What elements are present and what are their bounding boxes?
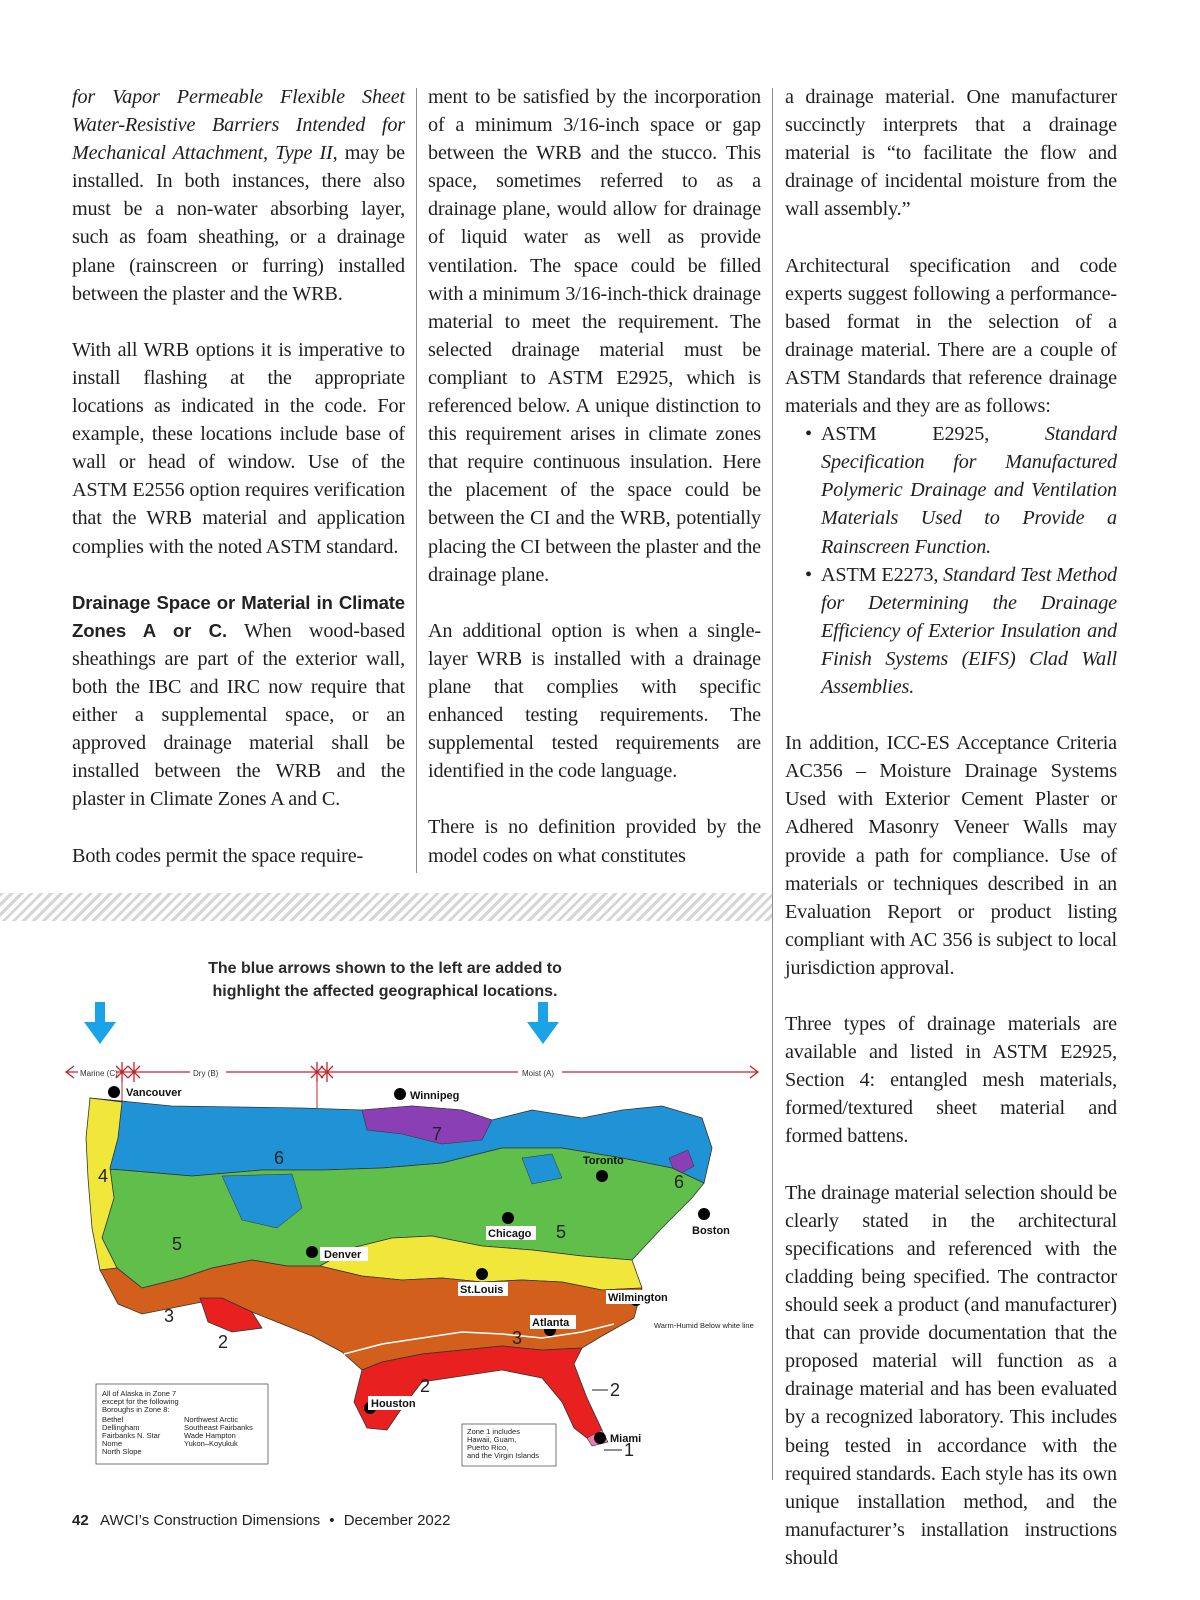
climate-zone-figure	[62, 958, 772, 1478]
legend-line: Wade Hampton	[184, 1431, 236, 1440]
city-label: Denver	[324, 1249, 362, 1261]
legend-line: Southeast Fairbanks	[184, 1423, 253, 1432]
text-column-2	[428, 83, 761, 898]
zone-number: 7	[432, 1124, 443, 1144]
paragraph: Both codes permit the space require-	[72, 844, 364, 867]
standard-title-italic: for Vapor Permeable Flexible Sheet Water-Resistive Barriers Intended for Mechanical Attachment, Type II	[72, 86, 405, 165]
warm-humid-note: Warm-Humid Below white line	[654, 1321, 754, 1330]
paragraph: An additional option is when a single-layer WRB is installed with a drainage plane that complies with specific enhanced testing requirements. The supplemental tested requirements are identified in the code language.	[428, 619, 761, 783]
city-chicago	[502, 1212, 514, 1224]
paragraph: With all WRB options it is imperative to install flashing at the appropriate locations as indicated in the code. For example, these locations include base of wall or head of window. Use of the ASTM E2556 option requires verification that the WRB material and application complies with the noted ASTM standard.	[72, 338, 405, 558]
list-item	[785, 420, 1117, 560]
paragraph-text: , may be installed. In both instances, there also must be a non-water absorbing layer, such as foam sheathing, or a drainage plane (rainscreen or furring) installed between the plaster and the WRB.	[72, 142, 405, 305]
paragraph	[72, 83, 405, 308]
city-st-louis	[476, 1268, 488, 1280]
standard-title: Standard Test Method for Determining the Drainage Efficiency of Exterior Insulation and Finish Systems (EIFS) Clad Wall Assemblies.	[821, 563, 1118, 698]
column-divider	[772, 88, 773, 1480]
footer-separator: •	[329, 1512, 335, 1529]
zone-number: 5	[556, 1222, 567, 1242]
zone-number: 5	[172, 1234, 183, 1254]
city-label: Wilmington	[608, 1292, 668, 1304]
paragraph: Three types of drainage materials are available and listed in ASTM E2925, Section 4: entangled mesh materials, formed/textured sheet material and formed battens.	[785, 1013, 1117, 1148]
city-label: Winnipeg	[410, 1090, 460, 1102]
legend-line: Bethel	[102, 1415, 124, 1424]
standard-title: Standard Specification for Manufactured Polymeric Drainage and Ventilation Materials Used to Provide a Rainscreen Function.	[821, 423, 1117, 558]
city-vancouver	[108, 1086, 120, 1098]
paragraph: a drainage material. One manufacturer succinctly interprets that a drainage material is “to facilitate the flow and drainage of incidental moisture from the wall assembly.”	[785, 86, 1117, 221]
bullet-icon: •	[805, 423, 812, 446]
legend-line: Boroughs in Zone 8:	[102, 1405, 170, 1414]
publication-name: AWCI’s Construction Dimensions	[100, 1512, 321, 1529]
legend-line: North Slope	[102, 1447, 142, 1456]
column-divider	[416, 88, 417, 873]
figure-caption: The blue arrows shown to the left are added to highlight the affected geographical locations.	[208, 960, 562, 1000]
legend-line: except for the following	[102, 1397, 179, 1406]
city-miami	[594, 1432, 606, 1444]
moisture-label: Marine (C)	[80, 1069, 118, 1078]
city-boston	[698, 1208, 710, 1220]
city-label: Atlanta	[532, 1317, 570, 1329]
blue-arrow-icon	[527, 1002, 559, 1044]
issue-date: December 2022	[343, 1512, 451, 1529]
zone-number: 3	[164, 1306, 175, 1326]
bullet-icon: •	[805, 563, 812, 586]
legend-line: Fairbanks N. Star	[102, 1431, 161, 1440]
standards-list	[785, 420, 1117, 701]
paragraph: There is no definition provided by the model codes on what constitutes	[428, 816, 761, 867]
paragraph	[72, 589, 405, 814]
legend-line: Puerto Rico,	[467, 1443, 509, 1452]
city-label: Vancouver	[126, 1087, 182, 1099]
blue-arrow-icon	[84, 1002, 116, 1044]
zone-1-legend-box	[462, 1424, 556, 1466]
legend-line: Hawaii, Guam,	[467, 1435, 517, 1444]
zone-number: 2	[420, 1376, 431, 1396]
legend-line: Northwest Arctic	[184, 1415, 239, 1424]
paragraph: ment to be satisfied by the incorporation of a minimum 3/16-inch space or gap between the WRB and the stucco. This space, sometimes referred to as a drainage plane, would allow for drainage of liquid water as well as provide ventilation. The space could be filled with a minimum 3/16-inch-thick drainage material to meet the requirement. The selected drainage material must be compliant to ASTM E2925, which is referenced below. A unique distinction to this requirement arises in climate zones that require continuous insulation. Here the placement of the space could be between the CI and the WRB, potentially placing the CI between the plaster and the drainage plane.	[428, 86, 761, 586]
city-denver	[306, 1246, 318, 1258]
climate-zone-map	[62, 998, 772, 1478]
standard-code: ASTM E2273,	[821, 563, 944, 586]
legend-line: and the Virgin Islands	[467, 1451, 539, 1460]
moisture-label: Moist (A)	[522, 1069, 554, 1078]
city-toronto	[596, 1170, 608, 1182]
section-heading: Drainage Space or Material in Climate Zones A or C.	[72, 591, 405, 641]
text-column-3	[785, 83, 1117, 1600]
city-label: Chicago	[488, 1228, 532, 1240]
text-column-1	[72, 83, 405, 898]
paragraph: The drainage material selection should be clearly stated in the architectural specifications and referenced with the cladding being specified. The contractor should seek a product (and manufacturer) that can provide documentation that the proposed material will function as a drainage material and has been evaluated by a recognized laboratory. This includes being tested in accordance with the required standards. Each style has its own unique installation method, and the manufacturer’s installation instructions should	[785, 1181, 1117, 1569]
city-winnipeg	[394, 1088, 406, 1100]
zone-number: 3	[512, 1328, 523, 1348]
city-label: Houston	[371, 1398, 416, 1410]
alaska-legend-box	[96, 1384, 268, 1464]
zone-number: 2	[218, 1332, 229, 1352]
zone-number: 2	[610, 1380, 621, 1400]
legend-line: Dellingham	[102, 1423, 140, 1432]
zone-number: 1	[624, 1440, 635, 1460]
city-label: Miami	[610, 1433, 642, 1445]
hatch-separator	[0, 893, 772, 921]
page-footer	[72, 1512, 450, 1529]
legend-line: All of Alaska in Zone 7	[102, 1389, 177, 1398]
moisture-label: Dry (B)	[193, 1069, 219, 1078]
zone-number: 4	[98, 1166, 109, 1186]
zone-number: 6	[274, 1148, 285, 1168]
city-label: St.Louis	[460, 1284, 504, 1296]
legend-line: Zone 1 includes	[467, 1427, 520, 1436]
list-item	[785, 561, 1117, 701]
legend-line: Nome	[102, 1439, 123, 1448]
city-label: Toronto	[583, 1155, 624, 1167]
zone-number: 6	[674, 1172, 685, 1192]
standard-code: ASTM E2925,	[821, 423, 1045, 446]
legend-line: Yukon–Koyukuk	[184, 1439, 238, 1448]
city-label: Boston	[692, 1225, 730, 1237]
paragraph: Architectural specification and code experts suggest following a performance-based format in the selection of a drainage material. There are a couple of ASTM Standards that reference drainage materials and they are as follows:	[785, 254, 1117, 418]
page-number: 42	[72, 1512, 89, 1529]
paragraph: In addition, ICC-ES Acceptance Criteria AC356 – Moisture Drainage Systems Used with Exterior Cement Plaster or Adhered Masonry Veneer Walls may provide a path for compliance. Use of materials or techniques described in an Evaluation Report or product listing compliant with AC 356 is subject to local jurisdiction approval.	[785, 732, 1117, 979]
paragraph-text: When wood-based sheathings are part of the exterior wall, both the IBC and IRC now require that either a supplemental space, or an approved drainage material shall be installed between the WRB and the plaster in Climate Zones A and C.	[72, 619, 405, 811]
